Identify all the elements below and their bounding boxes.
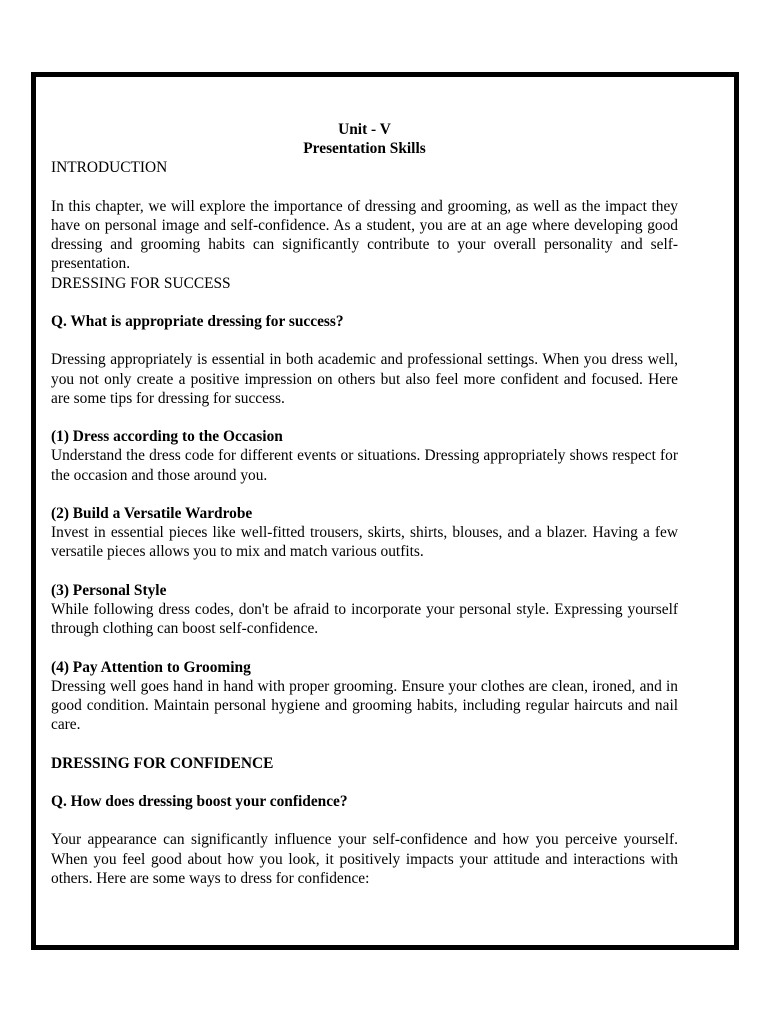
section-heading-confidence: DRESSING FOR CONFIDENCE xyxy=(51,754,274,772)
answer-confidence: Your appearance can significantly influence your self-confidence and how you perceive yourself. When you feel good about how you look, it positively impacts your attitude and interactions with others. Here are some ways to dress for confidence: xyxy=(51,831,678,887)
document-body xyxy=(51,120,678,888)
tip-text-wardrobe: Invest in essential pieces like well-fitted trousers, skirts, shirts, blouses, and a blazer. Having a few versatile pieces allows you to mix and match various outfits. xyxy=(51,524,678,561)
unit-title: Unit - V xyxy=(338,121,391,138)
intro-paragraph: In this chapter, we will explore the importance of dressing and grooming, as well as the impact they have on personal image and self-confidence. As a student, you are at an age where developing good dressing and grooming habits can significantly contribute to your overall personality and self-presentation. xyxy=(51,197,678,273)
unit-subtitle: Presentation Skills xyxy=(303,140,426,158)
answer-success: Dressing appropriately is essential in both academic and professional settings. When you dress well, you not only create a positive impression on others but also feel more confident and focused. Here are some tips for dressing for success. xyxy=(51,351,678,407)
tip-text-style: While following dress codes, don't be afraid to incorporate your personal style. Expressing yourself through clothing can boost self-confidence. xyxy=(51,600,678,638)
tip-heading-style: (3) Personal Style xyxy=(51,581,167,599)
question-confidence: Q. How does dressing boost your confidence? xyxy=(51,792,348,810)
tip-text-occasion: Understand the dress code for different events or situations. Dressing appropriately shows respect for the occasion and those around you. xyxy=(51,447,678,484)
tip-text-grooming: Dressing well goes hand in hand with proper grooming. Ensure your clothes are clean, ironed, and in good condition. Maintain personal hygiene and grooming habits, including regular haircuts and nail care. xyxy=(51,677,678,734)
section-heading-success: DRESSING FOR SUCCESS xyxy=(51,274,231,292)
intro-heading: INTRODUCTION xyxy=(51,159,168,177)
question-success: Q. What is appropriate dressing for success? xyxy=(51,313,344,330)
tip-heading-wardrobe: (2) Build a Versatile Wardrobe xyxy=(51,504,253,522)
tip-heading-grooming: (4) Pay Attention to Grooming xyxy=(51,658,251,676)
tip-heading-occasion: (1) Dress according to the Occasion xyxy=(51,428,283,446)
